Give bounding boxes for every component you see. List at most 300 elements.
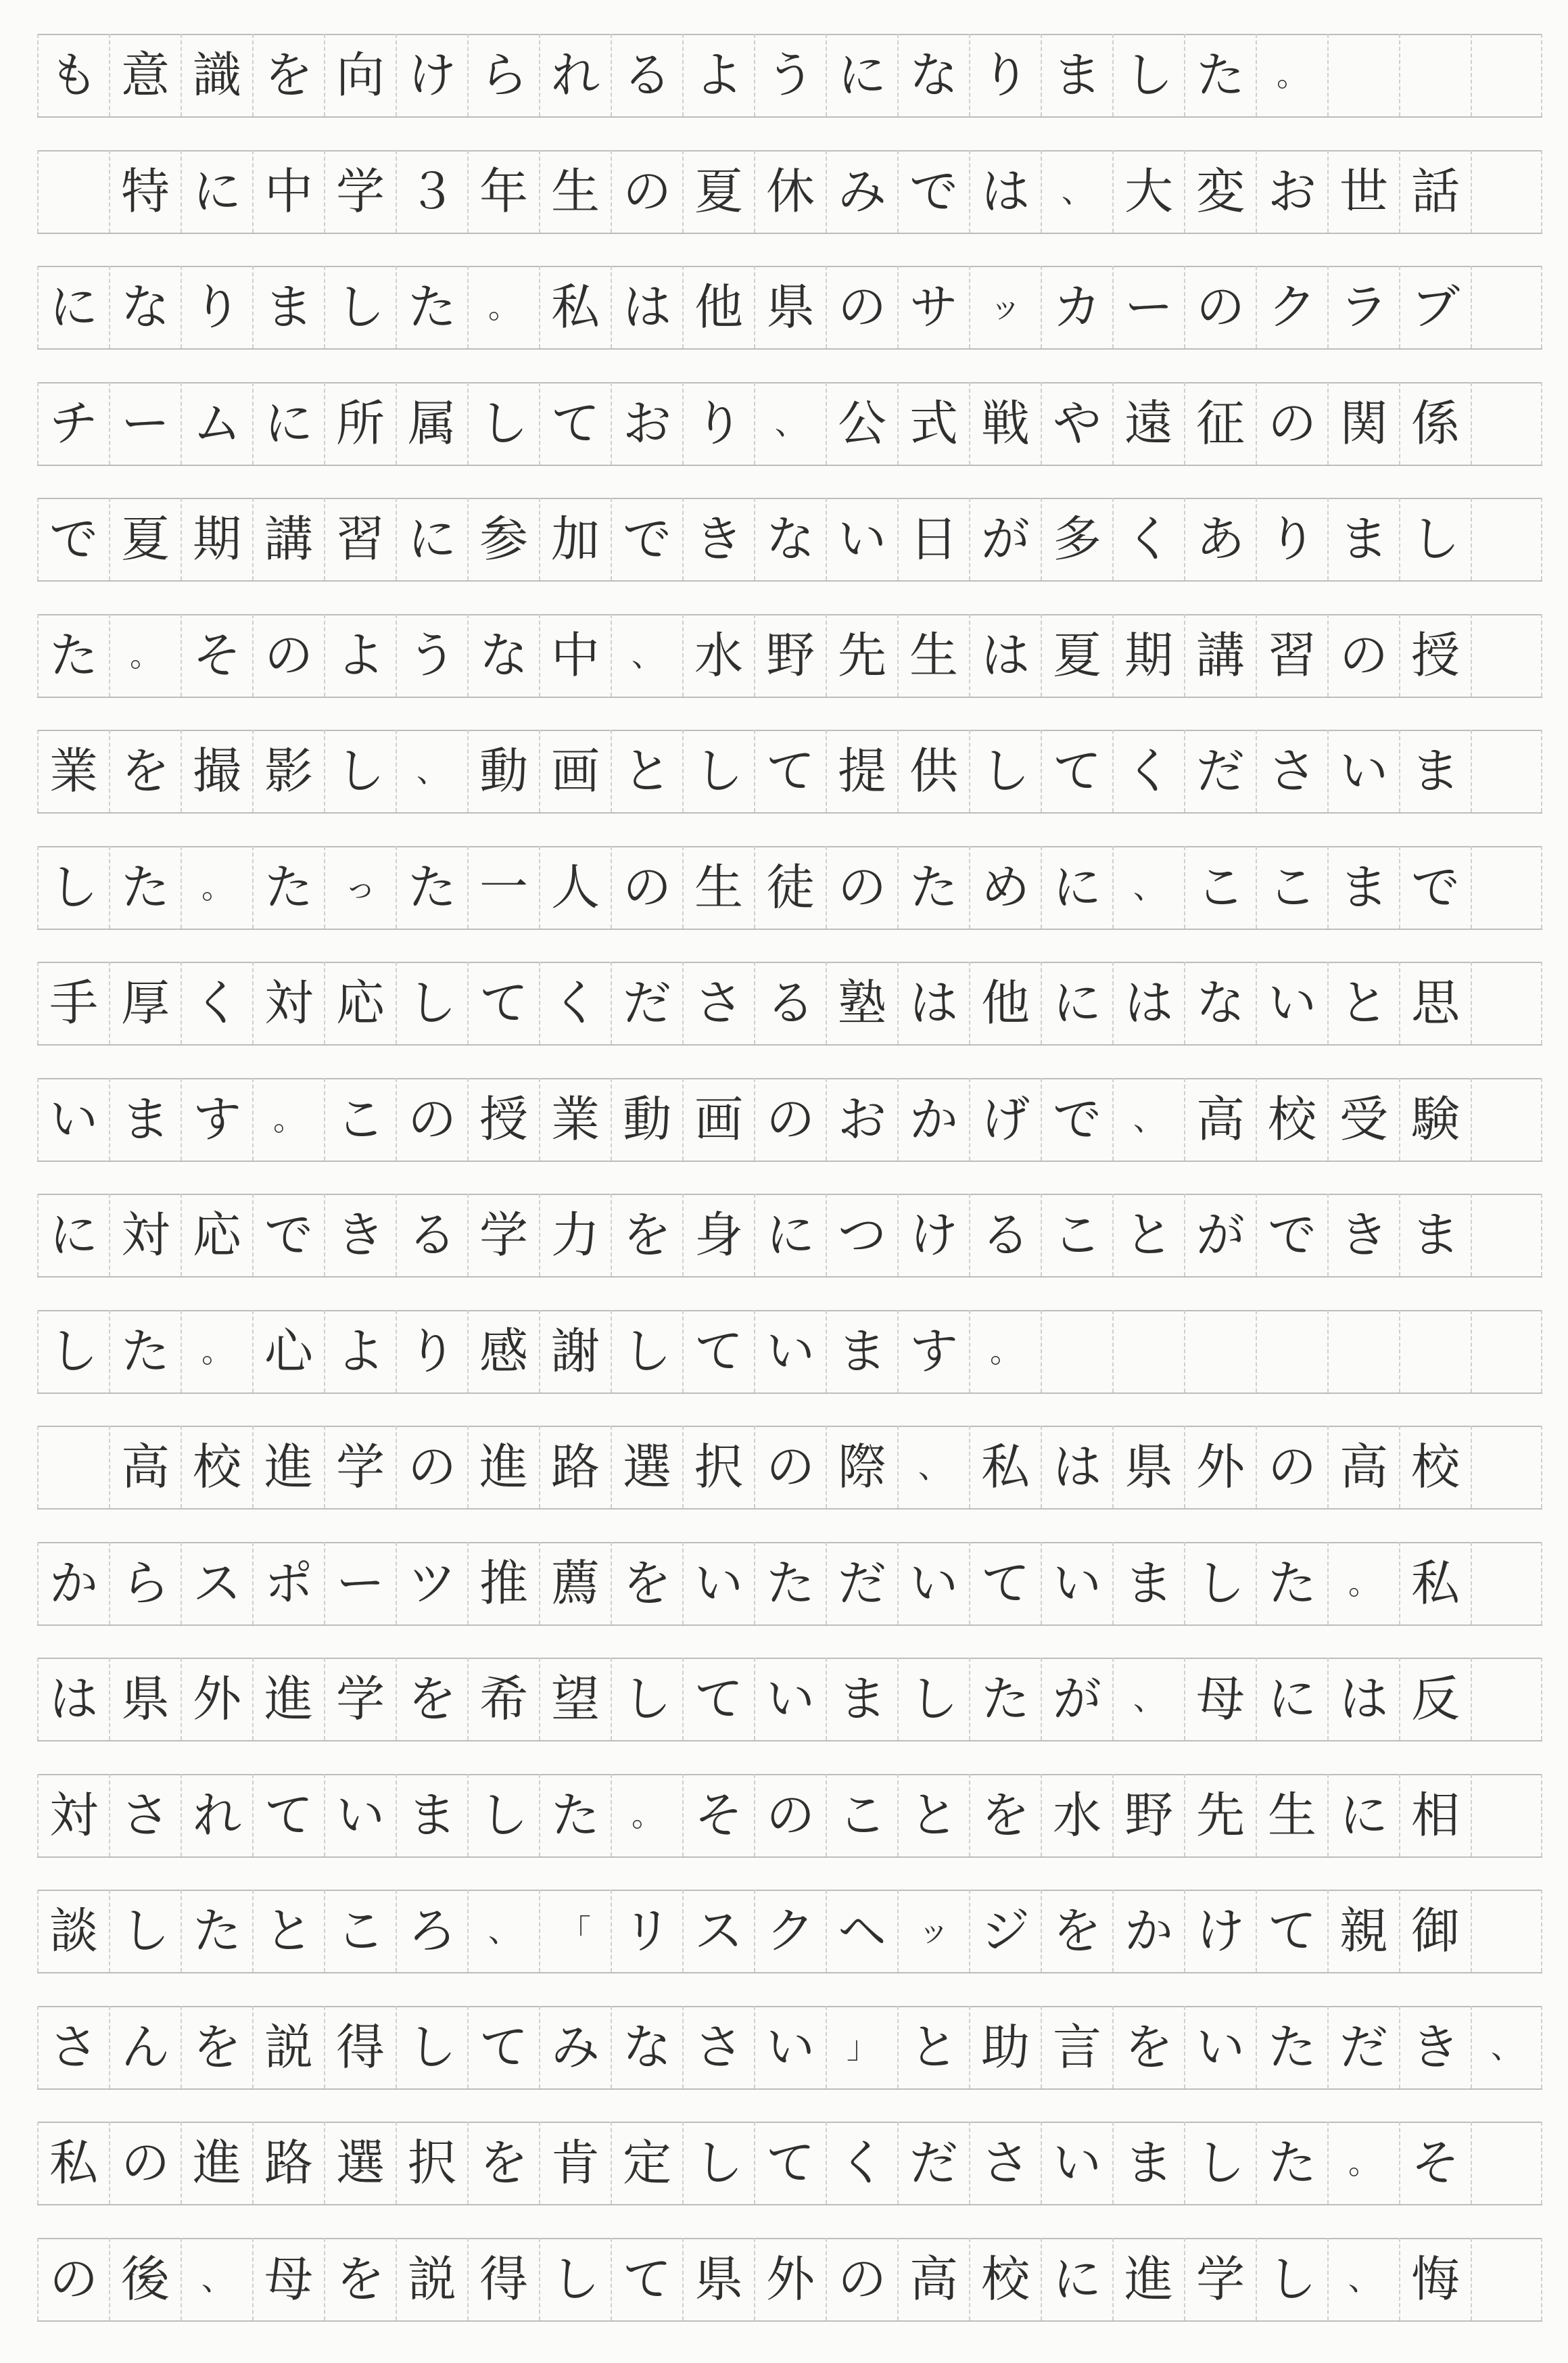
manuscript-cell: し [109, 1890, 181, 1972]
manuscript-cell: 先 [1184, 1774, 1256, 1856]
manuscript-cell: の [396, 1426, 467, 1508]
manuscript-cell [1471, 614, 1542, 697]
manuscript-cell: く [1112, 730, 1184, 812]
manuscript-cell: を [324, 2238, 396, 2320]
manuscript-cell: 公 [826, 382, 897, 465]
manuscript-cell: さ [969, 2122, 1041, 2204]
manuscript-cell: し [396, 2006, 467, 2088]
manuscript-cell: 校 [1256, 1078, 1327, 1161]
manuscript-cell: い [37, 1078, 109, 1161]
manuscript-cell: 水 [682, 614, 754, 697]
manuscript-cell: 休 [754, 150, 826, 233]
manuscript-cell: さ [1256, 730, 1327, 812]
manuscript-cell: や [1041, 382, 1112, 465]
manuscript-cell: 際 [826, 1426, 897, 1508]
manuscript-cell: カ [1041, 266, 1112, 348]
manuscript-cell: に [37, 266, 109, 348]
manuscript-cell: て [682, 1658, 754, 1740]
manuscript-cell: か [897, 1078, 969, 1161]
manuscript-row [37, 1310, 1542, 1393]
manuscript-cell: 画 [682, 1078, 754, 1161]
manuscript-cell: り [969, 34, 1041, 116]
manuscript-cell: 助 [969, 2006, 1041, 2088]
manuscript-cell: 進 [252, 1426, 324, 1508]
manuscript-cell: で [252, 1194, 324, 1276]
manuscript-cell: 講 [252, 498, 324, 580]
manuscript-cell: 一 [467, 846, 539, 929]
manuscript-cell: 言 [1041, 2006, 1112, 2088]
manuscript-cell: 習 [1256, 614, 1327, 697]
manuscript-cell: 験 [1399, 1078, 1471, 1161]
manuscript-cell: ク [1256, 266, 1327, 348]
manuscript-row [37, 382, 1542, 465]
manuscript-cell: 、 [467, 1890, 539, 1972]
manuscript-cell: に [181, 150, 252, 233]
manuscript-cell: 心 [252, 1310, 324, 1393]
manuscript-cell [1471, 730, 1542, 812]
manuscript-cell: 母 [252, 2238, 324, 2320]
manuscript-cell: 私 [37, 2122, 109, 2204]
manuscript-cell: ま [1041, 34, 1112, 116]
manuscript-cell: 。 [1327, 2122, 1399, 2204]
manuscript-cell: ヘ [826, 1890, 897, 1972]
manuscript-cell: れ [539, 34, 611, 116]
manuscript-cell: 私 [1399, 1542, 1471, 1624]
manuscript-row [37, 498, 1542, 580]
manuscript-cell: 選 [611, 1426, 682, 1508]
manuscript-cell: な [1184, 962, 1256, 1044]
manuscript-cell: 係 [1399, 382, 1471, 465]
manuscript-cell: で [1256, 1194, 1327, 1276]
manuscript-cell: う [396, 614, 467, 697]
manuscript-cell: て [1256, 1890, 1327, 1972]
manuscript-cell: た [1256, 1542, 1327, 1624]
manuscript-cell: 先 [826, 614, 897, 697]
manuscript-cell: 校 [181, 1426, 252, 1508]
manuscript-cell: い [1327, 730, 1399, 812]
manuscript-cell: 供 [897, 730, 969, 812]
manuscript-cell: を [252, 34, 324, 116]
manuscript-cell [1471, 1890, 1542, 1972]
manuscript-cell: し [539, 2238, 611, 2320]
manuscript-cell: 校 [969, 2238, 1041, 2320]
manuscript-cell: 、 [396, 730, 467, 812]
grid-line [37, 348, 1542, 350]
manuscript-cell: 説 [252, 2006, 324, 2088]
manuscript-cell: の [611, 846, 682, 929]
manuscript-cell [1471, 2122, 1542, 2204]
manuscript-cell: 思 [1399, 962, 1471, 1044]
manuscript-cell: し [897, 1658, 969, 1740]
manuscript-cell: 生 [539, 150, 611, 233]
manuscript-cell: 県 [682, 2238, 754, 2320]
manuscript-cell: 私 [539, 266, 611, 348]
manuscript-cell: 、 [1041, 150, 1112, 233]
manuscript-cell: ッ [897, 1890, 969, 1972]
manuscript-cell: し [611, 1658, 682, 1740]
manuscript-cell: に [1041, 846, 1112, 929]
manuscript-cell: 特 [109, 150, 181, 233]
grid-line [37, 697, 1542, 698]
manuscript-cell: よ [682, 34, 754, 116]
manuscript-cell: と [1112, 1194, 1184, 1276]
manuscript-cell: 高 [109, 1426, 181, 1508]
manuscript-cell: な [754, 498, 826, 580]
manuscript-cell: 県 [109, 1658, 181, 1740]
manuscript-cell: を [611, 1542, 682, 1624]
manuscript-cell: い [1256, 962, 1327, 1044]
manuscript-cell: つ [826, 1194, 897, 1276]
manuscript-cell: は [1041, 1426, 1112, 1508]
manuscript-cell: 反 [1399, 1658, 1471, 1740]
manuscript-cell: リ [611, 1890, 682, 1972]
manuscript-cell: 年 [467, 150, 539, 233]
manuscript-cell: し [324, 730, 396, 812]
manuscript-cell: こ [1041, 1194, 1112, 1276]
manuscript-cell: う [754, 34, 826, 116]
manuscript-cell: 身 [682, 1194, 754, 1276]
manuscript-cell: い [1041, 2122, 1112, 2204]
manuscript-cell: て [611, 2238, 682, 2320]
manuscript-cell: 進 [252, 1658, 324, 1740]
manuscript-cell: の [1256, 382, 1327, 465]
manuscript-cell: 水 [1041, 1774, 1112, 1856]
manuscript-cell: そ [1399, 2122, 1471, 2204]
manuscript-cell: を [467, 2122, 539, 2204]
grid-line [37, 233, 1542, 234]
manuscript-cell: が [969, 498, 1041, 580]
manuscript-cell: で [1399, 846, 1471, 929]
manuscript-cell: ポ [252, 1542, 324, 1624]
manuscript-cell: 。 [969, 1310, 1041, 1393]
manuscript-cell: 生 [682, 846, 754, 929]
manuscript-cell: 業 [539, 1078, 611, 1161]
grid-line [37, 2204, 1542, 2205]
manuscript-row [37, 150, 1542, 233]
manuscript-cell: く [1112, 498, 1184, 580]
manuscript-cell: 応 [324, 962, 396, 1044]
manuscript-cell: 講 [1184, 614, 1256, 697]
manuscript-cell: 学 [467, 1194, 539, 1276]
manuscript-cell: は [897, 962, 969, 1044]
manuscript-cell [37, 1426, 109, 1508]
manuscript-cell: で [1041, 1078, 1112, 1161]
manuscript-cell: 外 [181, 1658, 252, 1740]
manuscript-cell: い [754, 2006, 826, 2088]
manuscript-cell: 。 [109, 614, 181, 697]
manuscript-cell: ー [324, 1542, 396, 1624]
manuscript-cell: ま [396, 1774, 467, 1856]
manuscript-cell: 学 [324, 1426, 396, 1508]
manuscript-cell: ま [1399, 1194, 1471, 1276]
manuscript-cell: 中 [539, 614, 611, 697]
manuscript-cell: 肯 [539, 2122, 611, 2204]
manuscript-cell: の [826, 2238, 897, 2320]
manuscript-cell: し [1399, 498, 1471, 580]
manuscript-row [37, 1078, 1542, 1161]
manuscript-cell: だ [1327, 2006, 1399, 2088]
manuscript-cell: ま [109, 1078, 181, 1161]
manuscript-cell: た [181, 1890, 252, 1972]
manuscript-cell: 世 [1327, 150, 1399, 233]
manuscript-cell: た [1256, 2006, 1327, 2088]
manuscript-cell: て [969, 1542, 1041, 1624]
manuscript-cell: は [1327, 1658, 1399, 1740]
manuscript-cell: 、 [754, 382, 826, 465]
manuscript-cell: 中 [252, 150, 324, 233]
manuscript-cell: い [754, 1310, 826, 1393]
manuscript-cell: 動 [611, 1078, 682, 1161]
manuscript-cell: ま [252, 266, 324, 348]
manuscript-cell: 遠 [1112, 382, 1184, 465]
manuscript-cell: 得 [324, 2006, 396, 2088]
manuscript-cell: 属 [396, 382, 467, 465]
manuscript-cell [1471, 1078, 1542, 1161]
manuscript-cell [1399, 34, 1471, 116]
manuscript-cell: し [324, 266, 396, 348]
manuscript-cell [1471, 1310, 1542, 1393]
manuscript-cell: こ [826, 1774, 897, 1856]
manuscript-cell: ま [1112, 2122, 1184, 2204]
manuscript-cell: 択 [396, 2122, 467, 2204]
manuscript-cell: た [1184, 34, 1256, 116]
manuscript-cell [1399, 1310, 1471, 1393]
manuscript-cell: き [682, 498, 754, 580]
manuscript-cell [1471, 2238, 1542, 2320]
manuscript-cell: し [969, 730, 1041, 812]
manuscript-cell [1471, 1426, 1542, 1508]
manuscript-cell: に [396, 498, 467, 580]
manuscript-cell: の [611, 150, 682, 233]
manuscript-cell: も [37, 34, 109, 116]
manuscript-cell: 多 [1041, 498, 1112, 580]
manuscript-cell: た [1256, 2122, 1327, 2204]
manuscript-cell: と [1327, 962, 1399, 1044]
manuscript-cell: 変 [1184, 150, 1256, 233]
manuscript-row [37, 730, 1542, 812]
manuscript-cell: 選 [324, 2122, 396, 2204]
manuscript-cell: の [826, 266, 897, 348]
manuscript-cell: み [826, 150, 897, 233]
manuscript-cell: て [252, 1774, 324, 1856]
manuscript-cell [1327, 1310, 1399, 1393]
manuscript-cell: 手 [37, 962, 109, 1044]
manuscript-cell: で [897, 150, 969, 233]
manuscript-cell: ク [754, 1890, 826, 1972]
manuscript-cell: い [897, 1542, 969, 1624]
manuscript-cell: 、 [1471, 2006, 1542, 2088]
manuscript-row [37, 846, 1542, 929]
manuscript-cell: く [181, 962, 252, 1044]
manuscript-cell: 動 [467, 730, 539, 812]
manuscript-cell: 関 [1327, 382, 1399, 465]
manuscript-cell: ３ [396, 150, 467, 233]
manuscript-cell [1471, 382, 1542, 465]
manuscript-cell: は [969, 150, 1041, 233]
manuscript-cell: が [1041, 1658, 1112, 1740]
manuscript-cell: に [826, 34, 897, 116]
manuscript-cell: 。 [181, 1310, 252, 1393]
manuscript-cell: あ [1184, 498, 1256, 580]
manuscript-cell: し [37, 1310, 109, 1393]
manuscript-cell: た [396, 266, 467, 348]
manuscript-cell: 夏 [1041, 614, 1112, 697]
manuscript-cell: 所 [324, 382, 396, 465]
manuscript-cell: め [969, 846, 1041, 929]
manuscript-cell: を [611, 1194, 682, 1276]
grid-line [37, 2088, 1542, 2090]
manuscript-cell: な [109, 266, 181, 348]
manuscript-cell: 推 [467, 1542, 539, 1624]
manuscript-cell [1471, 150, 1542, 233]
manuscript-cell: 徒 [754, 846, 826, 929]
manuscript-cell: 識 [181, 34, 252, 116]
manuscript-cell: 学 [324, 1658, 396, 1740]
manuscript-cell: 。 [467, 266, 539, 348]
manuscript-cell: は [969, 614, 1041, 697]
manuscript-cell: と [897, 2006, 969, 2088]
manuscript-cell: 高 [1327, 1426, 1399, 1508]
manuscript-cell: お [611, 382, 682, 465]
manuscript-cell: ジ [969, 1890, 1041, 1972]
manuscript-cell: ツ [396, 1542, 467, 1624]
manuscript-cell: に [1041, 2238, 1112, 2320]
grid-line [37, 1044, 1542, 1046]
manuscript-cell: ま [826, 1310, 897, 1393]
manuscript-cell: た [396, 846, 467, 929]
manuscript-cell: ー [1112, 266, 1184, 348]
manuscript-cell: そ [682, 1774, 754, 1856]
manuscript-cell: っ [324, 846, 396, 929]
manuscript-cell: た [109, 1310, 181, 1393]
manuscript-cell: て [682, 1310, 754, 1393]
manuscript-cell: 話 [1399, 150, 1471, 233]
manuscript-cell: け [897, 1194, 969, 1276]
manuscript-cell: り [1256, 498, 1327, 580]
manuscript-cell: 相 [1399, 1774, 1471, 1856]
manuscript-cell: 御 [1399, 1890, 1471, 1972]
grid-line [37, 580, 1542, 582]
manuscript-cell: た [969, 1658, 1041, 1740]
manuscript-cell: 習 [324, 498, 396, 580]
manuscript-cell: の [754, 1774, 826, 1856]
manuscript-cell: 説 [396, 2238, 467, 2320]
manuscript-cell: し [396, 962, 467, 1044]
manuscript-cell: ス [181, 1542, 252, 1624]
manuscript-cell: さ [109, 1774, 181, 1856]
manuscript-cell: チ [37, 382, 109, 465]
manuscript-cell: 択 [682, 1426, 754, 1508]
manuscript-cell: 外 [1184, 1426, 1256, 1508]
manuscript-cell [37, 150, 109, 233]
manuscript-cell: な [897, 34, 969, 116]
manuscript-cell: 日 [897, 498, 969, 580]
manuscript-cell: 「 [539, 1890, 611, 1972]
grid-line [37, 929, 1542, 930]
manuscript-cell: し [682, 2122, 754, 2204]
grid-line [37, 1161, 1542, 1162]
manuscript-cell: く [539, 962, 611, 1044]
manuscript-cell: 意 [109, 34, 181, 116]
manuscript-cell: だ [897, 2122, 969, 2204]
manuscript-cell: と [897, 1774, 969, 1856]
manuscript-cell: 画 [539, 730, 611, 812]
manuscript-cell: 私 [969, 1426, 1041, 1508]
manuscript-cell: に [37, 1194, 109, 1276]
manuscript-cell [1471, 498, 1542, 580]
manuscript-cell: か [37, 1542, 109, 1624]
manuscript-row [37, 2238, 1542, 2320]
manuscript-cell: い [1041, 1542, 1112, 1624]
manuscript-cell: 撮 [181, 730, 252, 812]
manuscript-cell: で [611, 498, 682, 580]
manuscript-cell: ま [1327, 498, 1399, 580]
manuscript-cell: 受 [1327, 1078, 1399, 1161]
manuscript-cell: く [826, 2122, 897, 2204]
manuscript-cell: お [826, 1078, 897, 1161]
grid-line [37, 465, 1542, 466]
manuscript-cell: 。 [1256, 34, 1327, 116]
manuscript-cell: か [1112, 1890, 1184, 1972]
grid-line [37, 1393, 1542, 1394]
manuscript-cell: 塾 [826, 962, 897, 1044]
manuscript-cell: り [396, 1310, 467, 1393]
manuscript-cell: し [37, 846, 109, 929]
manuscript-cell [1471, 1774, 1542, 1856]
manuscript-cell: き [324, 1194, 396, 1276]
manuscript-cell: 他 [682, 266, 754, 348]
manuscript-cell: こ [324, 1890, 396, 1972]
manuscript-cell: 。 [611, 1774, 682, 1856]
grid-line [37, 1972, 1542, 1973]
manuscript-cell: 校 [1399, 1426, 1471, 1508]
manuscript-cell: ま [1327, 846, 1399, 929]
grid-line [37, 812, 1542, 814]
grid-line [37, 1508, 1542, 1510]
manuscript-cell: 大 [1112, 150, 1184, 233]
manuscript-cell: 薦 [539, 1542, 611, 1624]
manuscript-cell: 対 [109, 1194, 181, 1276]
manuscript-cell: だ [611, 962, 682, 1044]
manuscript-cell: 路 [252, 2122, 324, 2204]
manuscript-cell: 、 [1327, 2238, 1399, 2320]
manuscript-cell: た [37, 614, 109, 697]
manuscript-cell: ッ [969, 266, 1041, 348]
manuscript-cell: 対 [37, 1774, 109, 1856]
manuscript-row [37, 1542, 1542, 1624]
manuscript-cell: 進 [467, 1426, 539, 1508]
manuscript-cell: 厚 [109, 962, 181, 1044]
manuscript-cell: 征 [1184, 382, 1256, 465]
manuscript-cell: き [1327, 1194, 1399, 1276]
manuscript-cell: に [252, 382, 324, 465]
manuscript-cell: を [969, 1774, 1041, 1856]
manuscript-cell: た [897, 846, 969, 929]
manuscript-cell: た [754, 1542, 826, 1624]
manuscript-cell: 戦 [969, 382, 1041, 465]
manuscript-cell: て [1041, 730, 1112, 812]
manuscript-cell: る [396, 1194, 467, 1276]
manuscript-cell: の [37, 2238, 109, 2320]
manuscript-cell: 外 [754, 2238, 826, 2320]
manuscript-cell: て [754, 730, 826, 812]
manuscript-cell: ま [1399, 730, 1471, 812]
manuscript-cell: 望 [539, 1658, 611, 1740]
grid-line [37, 116, 1542, 118]
manuscript-cell: い [682, 1542, 754, 1624]
manuscript-row [37, 1774, 1542, 1856]
manuscript-cell: 高 [897, 2238, 969, 2320]
